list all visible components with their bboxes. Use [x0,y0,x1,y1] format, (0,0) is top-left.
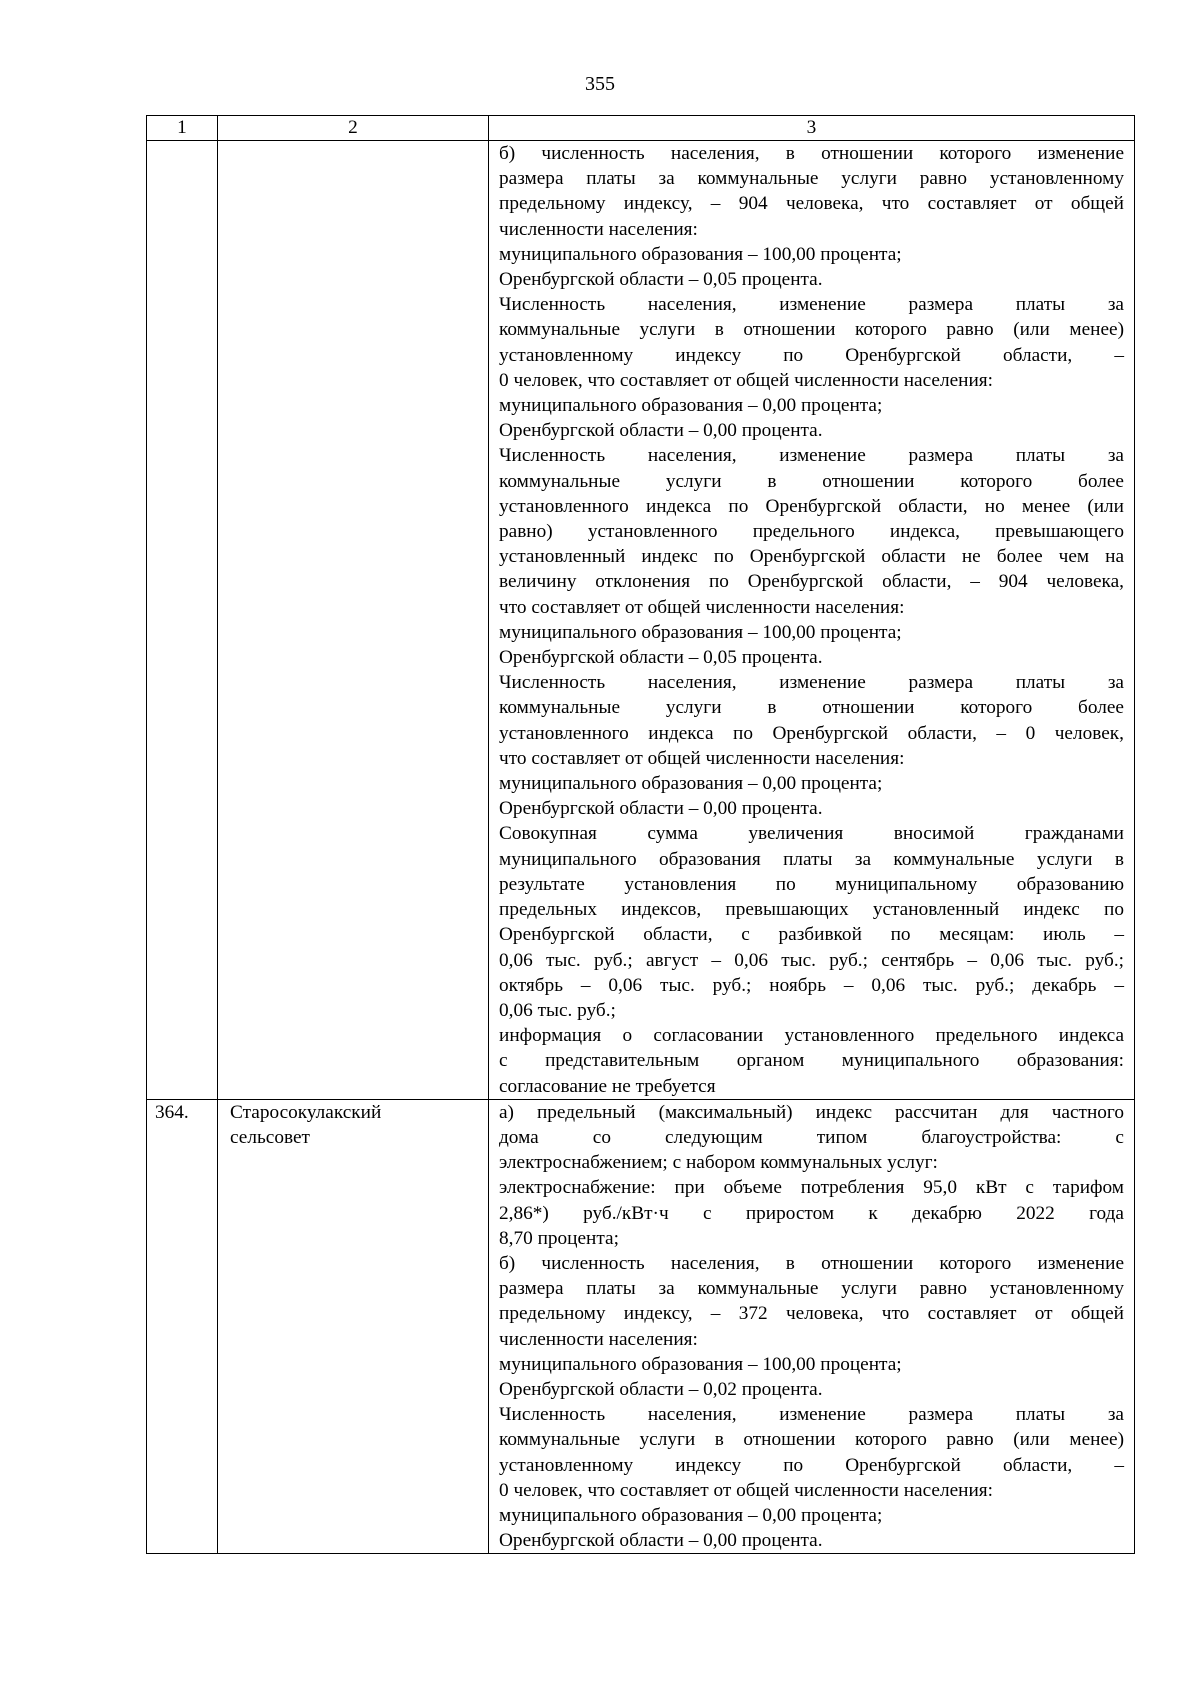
text-line: Оренбургской области – 0,00 процента. [499,1530,823,1552]
row-number-cell [147,141,218,1100]
text-line: Численность населения, изменение размера платы за [499,445,1124,467]
text-line: муниципального образования платы за коммунальные услуги в [499,848,1124,870]
text-line: 0,06 тыс. руб.; [499,999,616,1021]
text-line: электроснабжение: при объеме потребления 95,0 кВт с тарифом [499,1177,1124,1199]
text-line: Численность населения, изменение размера платы за [499,672,1124,694]
text-line: Оренбургской области – 0,00 процента. [499,420,823,442]
text-line: 2,86*) руб./кВт·ч с приростом к декабрю 2022 года [499,1202,1124,1224]
text-line: электроснабжением; с набором коммунальных услуг: [499,1152,938,1174]
municipality-name [218,1100,488,1150]
column-header-1: 1 [147,116,218,141]
page-number: 355 [585,73,615,95]
text-line: равно) установленного предельного индекса, превышающего [499,521,1124,543]
description-cell [489,141,1135,1100]
text-line: с представительным органом муниципального образования: [499,1050,1124,1072]
text-line: предельному индексу, – 372 человека, что составляет от общей [499,1303,1124,1325]
text-line: б) численность населения, в отношении которого изменение [499,143,1124,164]
text-line: муниципального образования – 0,00 процента; [499,1504,883,1526]
text-line: предельному индексу, – 904 человека, что составляет от общей [499,193,1124,215]
column-header-2: 2 [218,116,489,141]
text-line: 0,06 тыс. руб.; август – 0,06 тыс. руб.; сентябрь – 0,06 тыс. руб.; [499,949,1124,971]
municipality-cell [218,1099,489,1554]
table-row-364 [147,1099,1135,1554]
text-line: 0 человек, что составляет от общей численности населения: [499,369,993,391]
text-line: муниципального образования – 0,00 процента; [499,773,883,795]
text-line: октябрь – 0,06 тыс. руб.; ноябрь – 0,06 тыс. руб.; декабрь – [499,974,1124,996]
text-line: Численность населения, изменение размера платы за [499,1404,1124,1426]
text-line: коммунальные услуги в отношении которого равно (или менее) [499,319,1124,341]
text-line: 0 человек, что составляет от общей численности населения: [499,1479,993,1501]
description-text [489,1100,1134,1554]
text-line: Численность населения, изменение размера платы за [499,294,1124,316]
municipality-name-line: сельсовет [230,1126,310,1148]
text-line: размера платы за коммунальные услуги равно установленному [499,168,1124,190]
text-line: б) численность населения, в отношении которого изменение [499,1252,1124,1274]
text-line: результате установления по муниципальному образованию [499,873,1124,895]
text-line: численности населения: [499,218,698,240]
text-line: величину отклонения по Оренбургской области, – 904 человека, [499,571,1124,593]
text-line: дома со следующим типом благоустройства: с [499,1126,1124,1148]
row-number: 364. [155,1101,189,1123]
description-text [489,141,1134,1099]
table-header-row [147,116,1135,141]
text-line: а) предельный (максимальный) индекс рассчитан для частного [499,1101,1124,1123]
text-line: Оренбургской области – 0,00 процента. [499,798,823,820]
text-line: муниципального образования – 100,00 процента; [499,1353,902,1375]
text-line: установленного индекса по Оренбургской области, – 0 человек, [499,722,1124,744]
text-line: муниципального образования – 100,00 процента; [499,243,902,265]
text-line: муниципального образования – 100,00 процента; [499,621,902,643]
text-line: согласование не требуется [499,1075,716,1097]
row-number-cell [147,1099,218,1554]
municipality-name-line: Старосокулакский [230,1101,382,1123]
text-line: размера платы за коммунальные услуги равно установленному [499,1278,1124,1300]
text-line: установленному индексу по Оренбургской области, – [499,1454,1124,1476]
text-line: муниципального образования – 0,00 процента; [499,395,883,417]
text-line: Оренбургской области – 0,02 процента. [499,1378,823,1400]
text-line: Оренбургской области, с разбивкой по месяцам: июль – [499,924,1124,946]
text-line: численности населения: [499,1328,698,1350]
text-line: коммунальные услуги в отношении которого более [499,697,1124,719]
text-line: предельных индексов, превышающих установленный индекс по [499,899,1124,921]
municipality-cell [218,141,489,1100]
text-line: Оренбургской области – 0,05 процента. [499,647,823,669]
document-table [146,115,1135,1554]
column-header-3: 3 [489,116,1135,141]
text-line: коммунальные услуги в отношении которого равно (или менее) [499,1429,1124,1451]
text-line: установленный индекс по Оренбургской области не более чем на [499,546,1124,568]
description-cell [489,1099,1135,1554]
text-line: Оренбургской области – 0,05 процента. [499,269,823,291]
text-line: установленному индексу по Оренбургской области, – [499,344,1124,366]
text-line: установленного индекса по Оренбургской области, но менее (или [499,495,1124,517]
text-line: информация о согласовании установленного предельного индекса [499,1025,1124,1047]
text-line: коммунальные услуги в отношении которого более [499,470,1124,492]
text-line: что составляет от общей численности населения: [499,747,905,769]
text-line: 8,70 процента; [499,1227,619,1249]
table-row-continued [147,141,1135,1100]
text-line: что составляет от общей численности населения: [499,596,905,618]
text-line: Совокупная сумма увеличения вносимой гражданами [499,823,1124,845]
